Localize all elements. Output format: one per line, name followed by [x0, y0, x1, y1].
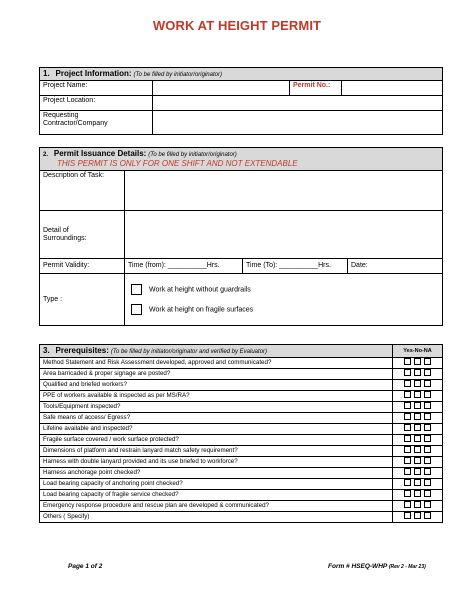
- prerequisite-label: Lifeline available and inspected?: [40, 424, 393, 435]
- prerequisite-label: Qualified and briefed workers?: [40, 380, 393, 391]
- description-task-field[interactable]: [125, 171, 443, 211]
- checkbox-no[interactable]: [414, 391, 421, 398]
- prerequisite-label: Harness with double lanyard provided and its use briefed to workforce?: [40, 457, 393, 468]
- checkbox-no[interactable]: [414, 369, 421, 376]
- prerequisite-row: [40, 391, 443, 402]
- prerequisite-row: [40, 468, 443, 479]
- yes-no-na-checkboxes: [393, 413, 443, 424]
- section2-number: 2.: [43, 152, 49, 158]
- checkbox-no[interactable]: [414, 358, 421, 365]
- form-revision: (Rev 2 - Mar 23): [388, 564, 426, 570]
- prerequisite-row: [40, 501, 443, 512]
- prerequisite-label: Load bearing capacity of fragile service checked?: [40, 490, 393, 501]
- yes-no-na-checkboxes: [393, 468, 443, 479]
- checkbox-no[interactable]: [414, 512, 421, 519]
- prerequisite-row: [40, 457, 443, 468]
- checkbox-na[interactable]: [424, 380, 431, 387]
- section2-note: (To be filled by initiator/originator): [148, 152, 237, 158]
- detail-surroundings-field[interactable]: [125, 211, 443, 259]
- permit-no-label: Permit No.:: [290, 81, 342, 96]
- prerequisite-label: Others ( Specify): [40, 512, 393, 523]
- permit-no-field[interactable]: [342, 81, 443, 96]
- prerequisites-table: [39, 344, 443, 523]
- section3-number: 3.: [43, 346, 50, 355]
- section1-number: 1.: [43, 69, 50, 78]
- yes-no-na-checkboxes: [393, 446, 443, 457]
- checkbox-no[interactable]: [414, 424, 421, 431]
- yes-no-na-checkboxes: [393, 457, 443, 468]
- requesting-label-line1: Requesting: [43, 112, 79, 120]
- detail-label-line2: Surroundings:: [43, 234, 87, 242]
- section2-header: [40, 148, 443, 171]
- checkbox-yes[interactable]: [404, 501, 411, 508]
- checkbox-yes[interactable]: [404, 413, 411, 420]
- checkbox-na[interactable]: [424, 501, 431, 508]
- checkbox-yes[interactable]: [404, 446, 411, 453]
- prerequisite-row: [40, 380, 443, 391]
- yes-no-na-header: Yes-No-NA: [393, 345, 443, 358]
- project-name-field[interactable]: [153, 81, 290, 96]
- yes-no-na-checkboxes: [393, 380, 443, 391]
- prerequisite-label: Emergency response procedure and rescue plan are developed & communicated?: [40, 501, 393, 512]
- yes-no-na-checkboxes: [393, 391, 443, 402]
- prerequisite-label: Method Statement and Risk Assessment developed, approved and communicated?: [40, 358, 393, 369]
- checkbox-na[interactable]: [424, 446, 431, 453]
- checkbox-na[interactable]: [424, 369, 431, 376]
- time-from-field[interactable]: Time (from): __________Hrs.: [125, 259, 243, 274]
- checkbox-no[interactable]: [414, 490, 421, 497]
- prerequisite-label: Area barricaded & proper signage are posted?: [40, 369, 393, 380]
- detail-label-line1: Detail of: [43, 226, 69, 234]
- yes-no-na-checkboxes: [393, 479, 443, 490]
- yes-no-na-checkboxes: [393, 512, 443, 523]
- checkbox-yes[interactable]: [404, 358, 411, 365]
- checkbox-yes[interactable]: [404, 424, 411, 431]
- type-option-fragile[interactable]: [131, 304, 439, 315]
- prerequisite-label: PPE of workers available & inspected as per MS/RA?: [40, 391, 393, 402]
- requesting-label-line2: Contractor/Company: [43, 120, 108, 128]
- project-information-table: [39, 67, 443, 135]
- project-location-label: Project Location:: [40, 96, 153, 111]
- checkbox-na[interactable]: [424, 435, 431, 442]
- one-shift-warning: THIS PERMIT IS ONLY FOR ONE SHIFT AND NOT EXTENDABLE: [57, 159, 298, 169]
- page-title: WORK AT HEIGHT PERMIT: [152, 18, 322, 33]
- prerequisite-row: [40, 435, 443, 446]
- prerequisite-row: [40, 402, 443, 413]
- type-options: [125, 274, 443, 326]
- prerequisite-row: [40, 358, 443, 369]
- form-id: Form # HSEQ-WHP: [328, 563, 387, 570]
- detail-surroundings-label: [40, 211, 125, 259]
- checkbox-na[interactable]: [424, 413, 431, 420]
- prerequisite-label: Load bearing capacity of anchoring point checked?: [40, 479, 393, 490]
- checkbox-no[interactable]: [414, 457, 421, 464]
- section3-note: (To be filled by initiator/originator and verified by Evaluator): [110, 349, 268, 355]
- checkbox-no[interactable]: [414, 501, 421, 508]
- prerequisite-row: [40, 512, 443, 523]
- section3-header: [40, 345, 393, 358]
- yes-no-na-checkboxes: [393, 435, 443, 446]
- prerequisite-row: [40, 479, 443, 490]
- section1-note: (To be filled by initiator/originator): [133, 72, 222, 78]
- checkbox-na[interactable]: [424, 358, 431, 365]
- checkbox-no[interactable]: [414, 413, 421, 420]
- checkbox-no[interactable]: [414, 435, 421, 442]
- yes-no-na-checkboxes: [393, 402, 443, 413]
- prerequisite-row: [40, 369, 443, 380]
- checkbox-no[interactable]: [414, 402, 421, 409]
- yes-no-na-checkboxes: [393, 501, 443, 512]
- section1-title: Project Information:: [55, 69, 132, 78]
- prerequisite-row: [40, 424, 443, 435]
- checkbox-na[interactable]: [424, 391, 431, 398]
- checkbox-yes[interactable]: [404, 479, 411, 486]
- yes-no-na-checkboxes: [393, 490, 443, 501]
- prerequisite-label: Dimensions of platform and restrain lanyard match safety requirement?: [40, 446, 393, 457]
- checkbox-na[interactable]: [424, 457, 431, 464]
- checkbox-no[interactable]: [414, 468, 421, 475]
- time-to-field[interactable]: Time (To): __________Hrs.: [243, 259, 348, 274]
- page-number: Page 1 of 2: [68, 563, 103, 570]
- checkbox-no[interactable]: [414, 380, 421, 387]
- yes-no-na-checkboxes: [393, 424, 443, 435]
- form-number: [328, 563, 426, 570]
- checkbox-na[interactable]: [424, 512, 431, 519]
- checkbox-na[interactable]: [424, 402, 431, 409]
- checkbox-na[interactable]: [424, 490, 431, 497]
- checkbox-yes[interactable]: [404, 369, 411, 376]
- checkbox-yes[interactable]: [404, 435, 411, 442]
- type-option-label: Work at height without guardrails: [149, 286, 251, 294]
- prerequisite-label: Harness anchorage point checked?: [40, 468, 393, 479]
- checkbox-na[interactable]: [424, 424, 431, 431]
- type-option-guardrails[interactable]: [131, 284, 439, 295]
- checkbox-yes[interactable]: [404, 468, 411, 475]
- checkbox-yes[interactable]: [404, 490, 411, 497]
- checkbox-yes[interactable]: [404, 402, 411, 409]
- prerequisite-row: [40, 413, 443, 424]
- type-option-label: Work at height on fragile surfaces: [149, 306, 254, 314]
- checkbox-no[interactable]: [414, 446, 421, 453]
- type-label: Type :: [40, 274, 125, 326]
- checkbox-yes[interactable]: [404, 380, 411, 387]
- prerequisite-label: Fragile surface covered / work surface protected?: [40, 435, 393, 446]
- requesting-contractor-field[interactable]: [153, 111, 443, 135]
- permit-issuance-table: [39, 147, 443, 326]
- checkbox-na[interactable]: [424, 479, 431, 486]
- yes-no-na-checkboxes: [393, 358, 443, 369]
- requesting-contractor-label: [40, 111, 153, 135]
- section2-title: Permit Issuance Details:: [53, 149, 147, 158]
- checkbox-guardrails[interactable]: [131, 284, 142, 295]
- permit-validity-label: Permit Validity:: [40, 259, 125, 274]
- prerequisite-label: Tools/Equipment inspected?: [40, 402, 393, 413]
- checkbox-fragile[interactable]: [131, 304, 142, 315]
- prerequisite-label: Safe means of access/ Egress?: [40, 413, 393, 424]
- section1-header: [40, 68, 443, 81]
- project-location-field[interactable]: [153, 96, 443, 111]
- section3-title: Prerequisites:: [55, 346, 109, 355]
- checkbox-na[interactable]: [424, 468, 431, 475]
- checkbox-no[interactable]: [414, 479, 421, 486]
- checkbox-yes[interactable]: [404, 391, 411, 398]
- prerequisite-row: [40, 490, 443, 501]
- yes-no-na-checkboxes: [393, 369, 443, 380]
- project-name-label: Project Name:: [40, 81, 153, 96]
- checkbox-yes[interactable]: [404, 457, 411, 464]
- prerequisite-row: [40, 446, 443, 457]
- checkbox-yes[interactable]: [404, 512, 411, 519]
- date-field[interactable]: Date:: [348, 259, 443, 274]
- description-task-label: Description of Task:: [40, 171, 125, 211]
